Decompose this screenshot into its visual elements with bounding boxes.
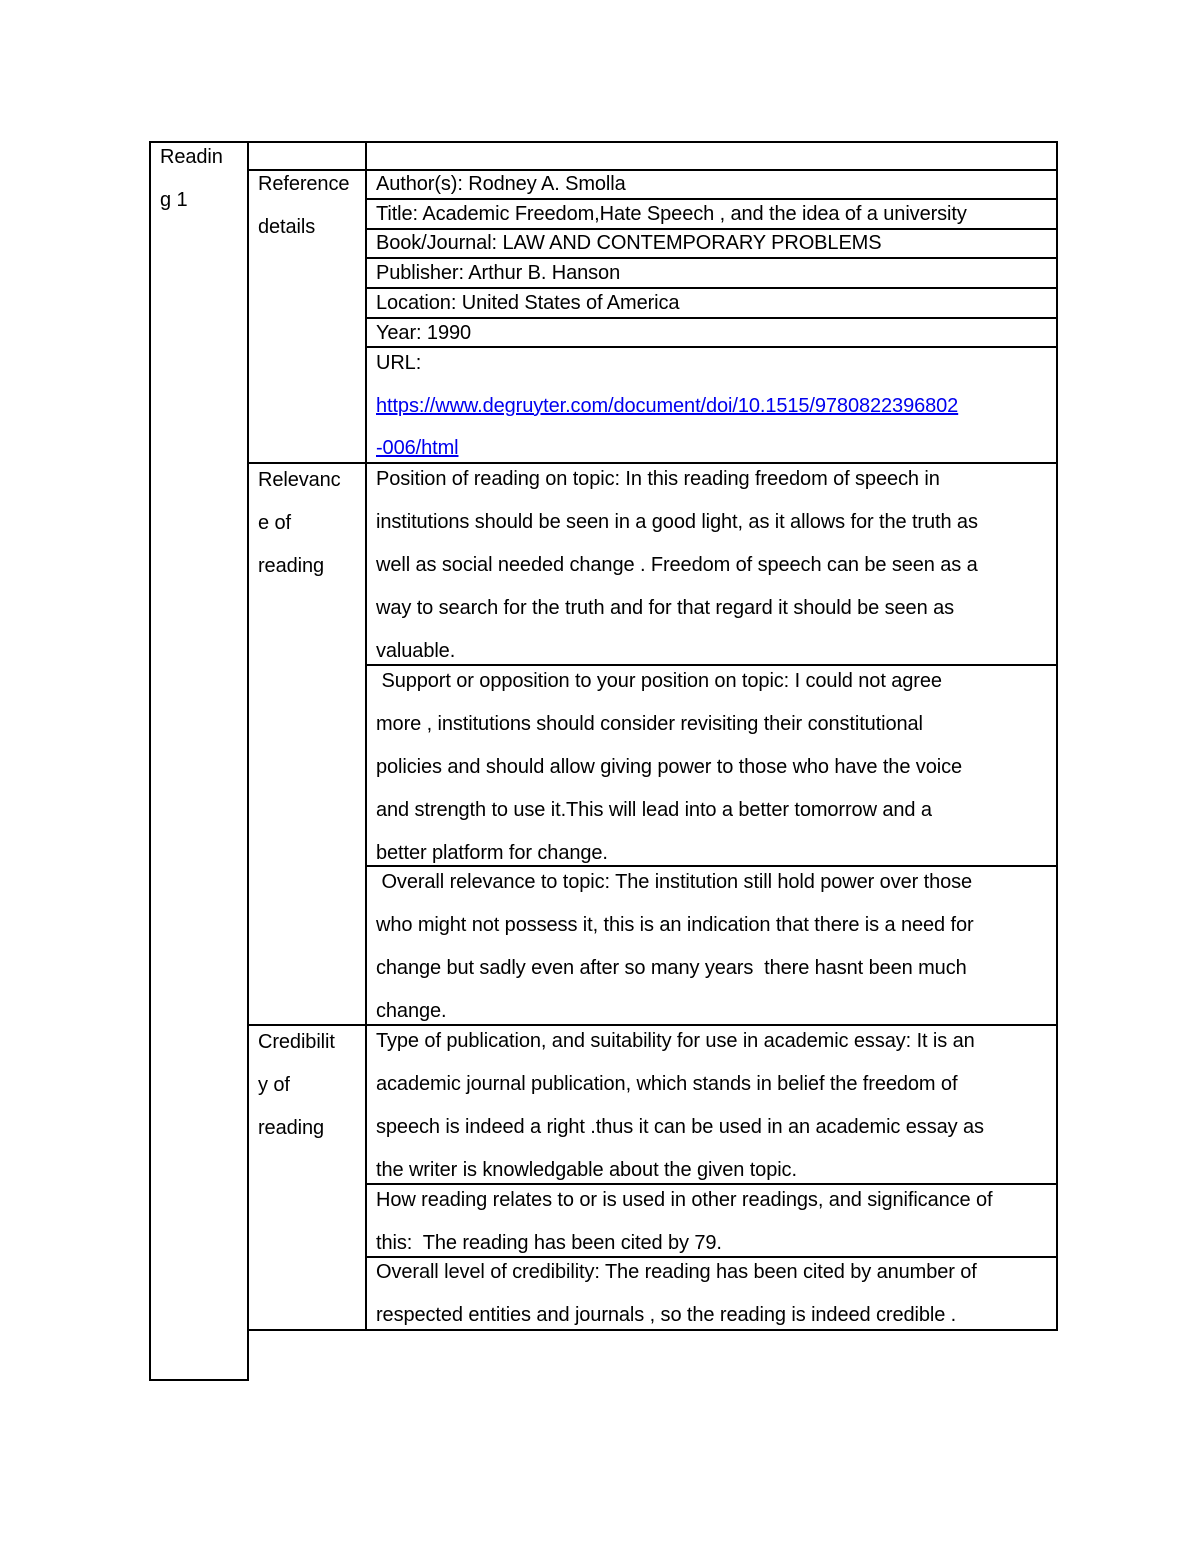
grid-line bbox=[365, 141, 367, 1331]
relates-to-other-readings-text: How reading relates to or is used in other readings, and significance of this: The reading has been cited by 79. bbox=[376, 1189, 993, 1254]
grid-line bbox=[149, 1379, 249, 1381]
support-opposition-text: Support or opposition to your position on topic: I could not agree more , institutions should consider revisiting their constitutional policies and should allow giving power to those who have the voice and strength to use it.This will lead into a better tomorrow and a better platform for change. bbox=[376, 670, 962, 864]
url-label: URL: bbox=[376, 352, 422, 374]
reference-details-label: Reference details bbox=[258, 173, 350, 238]
title-field: Title: Academic Freedom,Hate Speech , and the idea of a university bbox=[376, 203, 967, 225]
grid-line bbox=[365, 228, 1058, 230]
book-journal-field: Book/Journal: LAW AND CONTEMPORARY PROBLEMS bbox=[376, 232, 882, 254]
author-field: Author(s): Rodney A. Smolla bbox=[376, 173, 626, 195]
position-on-topic-text: Position of reading on topic: In this reading freedom of speech in institutions should be seen in a good light, as it allows for the truth as well as social needed change . Freedom of speech can be seen as a way to search for the truth and for that regard it should be seen as valuable. bbox=[376, 468, 978, 662]
grid-line bbox=[247, 141, 249, 1381]
location-field: Location: United States of America bbox=[376, 292, 680, 314]
publication-type-text: Type of publication, and suitability for use in academic essay: It is an academic journal publication, which stands in belief the freedom of speech is indeed a right .thus it can be used in an academic essay as the writer is knowledgable about the given topic. bbox=[376, 1030, 984, 1181]
year-field: Year: 1990 bbox=[376, 322, 472, 344]
grid-line bbox=[365, 317, 1058, 319]
grid-line bbox=[247, 169, 1058, 171]
grid-line bbox=[365, 346, 1058, 348]
url-link-line-1[interactable]: https://www.degruyter.com/document/doi/10.1515/9780822396802 bbox=[376, 395, 959, 417]
grid-line bbox=[365, 198, 1058, 200]
publisher-field: Publisher: Arthur B. Hanson bbox=[376, 262, 621, 284]
overall-credibility-text: Overall level of credibility: The reading has been cited by anumber of respected entities and journals , so the reading is indeed credible . bbox=[376, 1261, 977, 1326]
grid-line bbox=[149, 141, 1058, 143]
url-link-line-2[interactable]: -006/html bbox=[376, 437, 459, 459]
relevance-label: Relevanc e of reading bbox=[258, 469, 341, 577]
grid-line bbox=[365, 287, 1058, 289]
overall-relevance-text: Overall relevance to topic: The institution still hold power over those who might not possess it, this is an indication that there is a need for change but sadly even after so many years there hasnt been much change. bbox=[376, 871, 974, 1022]
grid-line bbox=[365, 257, 1058, 259]
grid-line bbox=[149, 141, 151, 1381]
grid-line bbox=[1056, 141, 1058, 1331]
credibility-label: Credibilit y of reading bbox=[258, 1031, 335, 1139]
reading-label: Readin g 1 bbox=[160, 146, 223, 211]
